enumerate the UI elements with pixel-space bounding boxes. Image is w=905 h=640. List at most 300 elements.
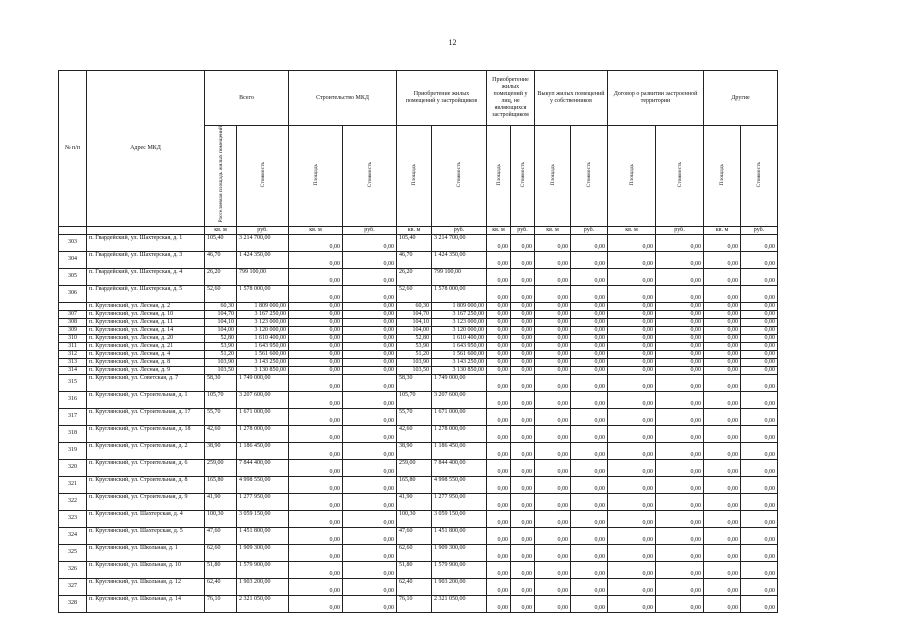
row-construction-cost: 0,00 (343, 391, 397, 408)
row-development-area: 0,00 (608, 544, 656, 561)
row-total-area: 104,10 (205, 318, 237, 326)
row-construction-cost: 0,00 (343, 366, 397, 374)
row-buyout-cost: 0,00 (571, 442, 608, 459)
row-construction-area: 0,00 (289, 318, 343, 326)
row-other-cost: 0,00 (741, 544, 778, 561)
row-other-area: 0,00 (704, 561, 741, 578)
row-other-cost: 0,00 (741, 268, 778, 285)
header-group-developers: Приобретение жилых помещений у застройщиков (397, 71, 487, 126)
row-developer-area: 104,10 (397, 318, 432, 326)
row-other-cost: 0,00 (741, 334, 778, 342)
row-total-area: 165,80 (205, 476, 237, 493)
row-total-cost: 4 998 550,00 (237, 476, 289, 493)
row-number: 326 (59, 561, 87, 578)
row-construction-cost: 0,00 (343, 578, 397, 595)
row-construction-cost: 0,00 (343, 527, 397, 544)
row-developer-cost: 4 998 550,00 (432, 476, 487, 493)
row-buyout-area: 0,00 (535, 510, 571, 527)
row-address: п. Круглянский, ул. Строительная, д. 1 (87, 391, 205, 408)
subheader-cost: Стоимость (571, 126, 608, 227)
row-buyout-area: 0,00 (535, 366, 571, 374)
table-row (59, 234, 778, 251)
row-nondev-cost: 0,00 (511, 391, 535, 408)
row-construction-area: 0,00 (289, 391, 343, 408)
header-group-development: Договор о развитии застроенной территории (608, 71, 704, 126)
row-address: п. Круглянский, ул. Строительная, д. 6 (87, 459, 205, 476)
row-development-cost: 0,00 (656, 334, 704, 342)
row-number (59, 302, 87, 310)
row-construction-cost: 0,00 (343, 234, 397, 251)
row-buyout-cost: 0,00 (571, 374, 608, 391)
row-address: п. Круглянский, ул. Школьная, д. 10 (87, 561, 205, 578)
row-nondev-cost: 0,00 (511, 366, 535, 374)
row-construction-area: 0,00 (289, 493, 343, 510)
row-buyout-area: 0,00 (535, 374, 571, 391)
row-number: 311 (59, 342, 87, 350)
row-number: 322 (59, 493, 87, 510)
row-developer-area: 55,70 (397, 408, 432, 425)
row-development-area: 0,00 (608, 358, 656, 366)
row-development-area: 0,00 (608, 442, 656, 459)
row-total-cost: 1 424 350,00 (237, 251, 289, 268)
row-total-area: 103,90 (205, 358, 237, 366)
row-address: п. Круглянский, ул. Лесная, д. 11 (87, 318, 205, 326)
row-developer-cost: 1 579 900,00 (432, 561, 487, 578)
row-developer-area: 52,60 (397, 285, 432, 302)
table-row (59, 493, 778, 510)
row-total-cost: 3 130 850,00 (237, 366, 289, 374)
table-row (59, 425, 778, 442)
row-nondev-area: 0,00 (487, 358, 511, 366)
row-number: 307 (59, 310, 87, 318)
row-other-cost: 0,00 (741, 595, 778, 612)
row-development-area: 0,00 (608, 476, 656, 493)
table-row (59, 544, 778, 561)
unit-cost: руб. (237, 226, 289, 234)
row-nondev-area: 0,00 (487, 285, 511, 302)
header-group-non-developers: Приобретение жилых помещений у лиц, не являющихся застройщиком (487, 71, 535, 126)
row-other-cost: 0,00 (741, 391, 778, 408)
row-construction-cost: 0,00 (343, 326, 397, 334)
row-total-area: 47,60 (205, 527, 237, 544)
table-row (59, 459, 778, 476)
row-nondev-area: 0,00 (487, 350, 511, 358)
row-developer-cost: 3 143 250,00 (432, 358, 487, 366)
row-development-area: 0,00 (608, 561, 656, 578)
row-number: 327 (59, 578, 87, 595)
row-development-area: 0,00 (608, 285, 656, 302)
row-buyout-area: 0,00 (535, 318, 571, 326)
row-total-cost: 3 214 700,00 (237, 234, 289, 251)
row-construction-cost: 0,00 (343, 493, 397, 510)
row-construction-area: 0,00 (289, 561, 343, 578)
row-construction-cost: 0,00 (343, 251, 397, 268)
row-number: 315 (59, 374, 87, 391)
row-construction-area: 0,00 (289, 350, 343, 358)
row-other-cost: 0,00 (741, 326, 778, 334)
subheader-cost: Стоимость (511, 126, 535, 227)
row-other-cost: 0,00 (741, 350, 778, 358)
row-construction-area: 0,00 (289, 578, 343, 595)
table-row (59, 595, 778, 612)
row-developer-cost: 3 130 850,00 (432, 366, 487, 374)
row-buyout-area: 0,00 (535, 527, 571, 544)
row-developer-area: 51,80 (397, 561, 432, 578)
row-nondev-cost: 0,00 (511, 476, 535, 493)
row-total-area: 259,00 (205, 459, 237, 476)
row-total-cost: 1 451 800,00 (237, 527, 289, 544)
row-address: п. Гвардейский, ул. Шахтерская, д. 1 (87, 234, 205, 251)
row-developer-area: 62,40 (397, 578, 432, 595)
row-nondev-cost: 0,00 (511, 527, 535, 544)
row-buyout-area: 0,00 (535, 234, 571, 251)
row-number: 321 (59, 476, 87, 493)
row-construction-area: 0,00 (289, 326, 343, 334)
row-buyout-cost: 0,00 (571, 391, 608, 408)
row-nondev-area: 0,00 (487, 342, 511, 350)
row-other-area: 0,00 (704, 268, 741, 285)
row-development-area: 0,00 (608, 366, 656, 374)
row-other-area: 0,00 (704, 595, 741, 612)
row-developer-area: 51,20 (397, 350, 432, 358)
row-total-area: 51,20 (205, 350, 237, 358)
row-other-area: 0,00 (704, 326, 741, 334)
row-buyout-cost: 0,00 (571, 234, 608, 251)
row-nondev-area: 0,00 (487, 366, 511, 374)
row-construction-area: 0,00 (289, 459, 343, 476)
row-nondev-cost: 0,00 (511, 510, 535, 527)
row-total-cost: 1 278 000,00 (237, 425, 289, 442)
row-developer-cost: 3 120 000,00 (432, 326, 487, 334)
row-total-area: 104,00 (205, 326, 237, 334)
row-other-cost: 0,00 (741, 493, 778, 510)
unit-area: кв. м (487, 226, 511, 234)
row-construction-cost: 0,00 (343, 510, 397, 527)
row-developer-cost: 2 321 050,00 (432, 595, 487, 612)
row-buyout-cost: 0,00 (571, 493, 608, 510)
unit-area: кв. м (535, 226, 571, 234)
row-number: 323 (59, 510, 87, 527)
row-development-area: 0,00 (608, 268, 656, 285)
row-total-area: 104,70 (205, 310, 237, 318)
row-development-cost: 0,00 (656, 302, 704, 310)
row-total-cost: 2 321 050,00 (237, 595, 289, 612)
row-construction-cost: 0,00 (343, 318, 397, 326)
unit-cost: руб. (741, 226, 778, 234)
row-address: п. Гвардейский, ул. Шахтерская, д. 4 (87, 268, 205, 285)
row-development-area: 0,00 (608, 342, 656, 350)
subheader-cost: Стоимость (343, 126, 397, 227)
row-development-cost: 0,00 (656, 285, 704, 302)
row-development-cost: 0,00 (656, 510, 704, 527)
row-total-area: 103,50 (205, 366, 237, 374)
unit-cost: руб. (432, 226, 487, 234)
row-total-area: 52,80 (205, 334, 237, 342)
row-nondev-area: 0,00 (487, 334, 511, 342)
header-group-other: Другие (704, 71, 778, 126)
row-buyout-area: 0,00 (535, 442, 571, 459)
row-construction-cost: 0,00 (343, 358, 397, 366)
row-nondev-cost: 0,00 (511, 302, 535, 310)
row-buyout-cost: 0,00 (571, 510, 608, 527)
row-development-area: 0,00 (608, 510, 656, 527)
row-development-area: 0,00 (608, 318, 656, 326)
row-other-cost: 0,00 (741, 476, 778, 493)
row-number: 305 (59, 268, 87, 285)
row-construction-area: 0,00 (289, 408, 343, 425)
row-total-cost: 1 277 950,00 (237, 493, 289, 510)
row-other-area: 0,00 (704, 234, 741, 251)
row-nondev-area: 0,00 (487, 234, 511, 251)
row-construction-area: 0,00 (289, 285, 343, 302)
row-developer-area: 46,70 (397, 251, 432, 268)
row-nondev-area: 0,00 (487, 268, 511, 285)
row-buyout-area: 0,00 (535, 578, 571, 595)
row-nondev-area: 0,00 (487, 408, 511, 425)
row-construction-cost: 0,00 (343, 342, 397, 350)
table-row (59, 251, 778, 268)
row-other-area: 0,00 (704, 302, 741, 310)
header-num: № п/п (59, 71, 87, 227)
row-developer-area: 26,20 (397, 268, 432, 285)
row-total-cost: 1 903 200,00 (237, 578, 289, 595)
row-development-area: 0,00 (608, 493, 656, 510)
row-number: 328 (59, 595, 87, 612)
row-other-area: 0,00 (704, 374, 741, 391)
row-total-cost: 1 643 950,00 (237, 342, 289, 350)
row-developer-cost: 1 671 000,00 (432, 408, 487, 425)
row-development-cost: 0,00 (656, 358, 704, 366)
table-row (59, 391, 778, 408)
row-development-area: 0,00 (608, 391, 656, 408)
row-buyout-area: 0,00 (535, 476, 571, 493)
row-number: 320 (59, 459, 87, 476)
subheader-area: Площадь (487, 126, 511, 227)
row-development-area: 0,00 (608, 251, 656, 268)
unit-area: кв. м (289, 226, 343, 234)
row-development-cost: 0,00 (656, 251, 704, 268)
row-total-area: 55,70 (205, 408, 237, 425)
row-buyout-area: 0,00 (535, 493, 571, 510)
row-address: п. Круглянский, ул. Строительная, д. 8 (87, 476, 205, 493)
row-address: п. Круглянский, ул. Лесная, д. 2 (87, 302, 205, 310)
table-row (59, 326, 778, 334)
row-developer-area: 104,00 (397, 326, 432, 334)
table-row (59, 318, 778, 326)
table-row (59, 366, 778, 374)
unit-cell (59, 226, 87, 234)
row-development-area: 0,00 (608, 408, 656, 425)
row-construction-area: 0,00 (289, 310, 343, 318)
row-construction-cost: 0,00 (343, 459, 397, 476)
row-construction-area: 0,00 (289, 358, 343, 366)
row-buyout-area: 0,00 (535, 350, 571, 358)
row-nondev-cost: 0,00 (511, 459, 535, 476)
row-developer-area: 259,00 (397, 459, 432, 476)
row-buyout-area: 0,00 (535, 310, 571, 318)
row-construction-cost: 0,00 (343, 476, 397, 493)
row-nondev-cost: 0,00 (511, 342, 535, 350)
row-developer-area: 53,90 (397, 342, 432, 350)
row-buyout-area: 0,00 (535, 251, 571, 268)
row-total-cost: 3 143 250,00 (237, 358, 289, 366)
row-total-cost: 3 059 150,00 (237, 510, 289, 527)
row-total-cost: 1 909 300,00 (237, 544, 289, 561)
row-number: 308 (59, 318, 87, 326)
unit-area: кв. м (704, 226, 741, 234)
subheader-area: Площадь (289, 126, 343, 227)
row-construction-cost: 0,00 (343, 268, 397, 285)
row-buyout-area: 0,00 (535, 342, 571, 350)
row-development-area: 0,00 (608, 459, 656, 476)
row-other-cost: 0,00 (741, 285, 778, 302)
table-row (59, 334, 778, 342)
row-total-area: 51,80 (205, 561, 237, 578)
row-development-area: 0,00 (608, 334, 656, 342)
row-construction-cost: 0,00 (343, 310, 397, 318)
row-number: 313 (59, 358, 87, 366)
row-development-cost: 0,00 (656, 326, 704, 334)
row-developer-area: 42,60 (397, 425, 432, 442)
row-construction-cost: 0,00 (343, 302, 397, 310)
row-developer-cost: 1 643 950,00 (432, 342, 487, 350)
row-other-area: 0,00 (704, 578, 741, 595)
row-development-cost: 0,00 (656, 561, 704, 578)
row-other-area: 0,00 (704, 510, 741, 527)
row-construction-area: 0,00 (289, 425, 343, 442)
row-development-cost: 0,00 (656, 493, 704, 510)
row-total-area: 42,60 (205, 425, 237, 442)
row-development-area: 0,00 (608, 310, 656, 318)
row-address: п. Круглянский, ул. Лесная, д. 4 (87, 350, 205, 358)
header-address: Адрес МКД (87, 71, 205, 227)
row-development-cost: 0,00 (656, 310, 704, 318)
row-nondev-area: 0,00 (487, 544, 511, 561)
unit-cell (87, 226, 205, 234)
table-body (59, 234, 778, 612)
row-developer-cost: 1 809 000,00 (432, 302, 487, 310)
row-developer-cost: 1 578 000,00 (432, 285, 487, 302)
subheader-cost: Стоимость (741, 126, 778, 227)
row-address: п. Круглянский, ул. Школьная, д. 14 (87, 595, 205, 612)
row-developer-cost: 3 123 000,00 (432, 318, 487, 326)
row-nondev-cost: 0,00 (511, 326, 535, 334)
table-row (59, 476, 778, 493)
row-nondev-area: 0,00 (487, 459, 511, 476)
row-address: п. Круглянский, ул. Лесная, д. 9 (87, 366, 205, 374)
row-nondev-area: 0,00 (487, 493, 511, 510)
row-nondev-cost: 0,00 (511, 334, 535, 342)
row-construction-cost: 0,00 (343, 334, 397, 342)
subheader-cost: Стоимость (432, 126, 487, 227)
row-other-area: 0,00 (704, 350, 741, 358)
row-developer-area: 41,90 (397, 493, 432, 510)
row-developer-cost: 1 277 950,00 (432, 493, 487, 510)
row-developer-area: 62,60 (397, 544, 432, 561)
row-total-area: 58,30 (205, 374, 237, 391)
row-other-cost: 0,00 (741, 318, 778, 326)
row-development-cost: 0,00 (656, 318, 704, 326)
table-row (59, 408, 778, 425)
row-developer-area: 52,80 (397, 334, 432, 342)
row-other-area: 0,00 (704, 358, 741, 366)
row-development-cost: 0,00 (656, 234, 704, 251)
row-buyout-cost: 0,00 (571, 544, 608, 561)
row-nondev-cost: 0,00 (511, 358, 535, 366)
row-buyout-cost: 0,00 (571, 326, 608, 334)
row-buyout-cost: 0,00 (571, 251, 608, 268)
row-nondev-area: 0,00 (487, 391, 511, 408)
row-other-cost: 0,00 (741, 442, 778, 459)
row-total-area: 105,70 (205, 391, 237, 408)
row-construction-area: 0,00 (289, 442, 343, 459)
unit-cost: руб. (343, 226, 397, 234)
row-address: п. Круглянский, ул. Строительная, д. 18 (87, 425, 205, 442)
row-construction-cost: 0,00 (343, 350, 397, 358)
row-total-cost: 3 123 000,00 (237, 318, 289, 326)
row-other-area: 0,00 (704, 342, 741, 350)
row-nondev-cost: 0,00 (511, 578, 535, 595)
row-buyout-cost: 0,00 (571, 310, 608, 318)
row-number: 310 (59, 334, 87, 342)
row-construction-cost: 0,00 (343, 285, 397, 302)
row-development-area: 0,00 (608, 527, 656, 544)
row-developer-cost: 1 561 600,00 (432, 350, 487, 358)
table-row (59, 527, 778, 544)
row-construction-area: 0,00 (289, 595, 343, 612)
table-row (59, 510, 778, 527)
table-row (59, 342, 778, 350)
row-nondev-cost: 0,00 (511, 285, 535, 302)
row-construction-area: 0,00 (289, 234, 343, 251)
row-construction-cost: 0,00 (343, 408, 397, 425)
row-other-cost: 0,00 (741, 578, 778, 595)
row-developer-cost: 3 059 150,00 (432, 510, 487, 527)
row-total-area: 60,30 (205, 302, 237, 310)
row-other-cost: 0,00 (741, 302, 778, 310)
row-development-cost: 0,00 (656, 350, 704, 358)
row-nondev-cost: 0,00 (511, 442, 535, 459)
row-nondev-cost: 0,00 (511, 493, 535, 510)
table-row (59, 310, 778, 318)
row-developer-cost: 1 749 000,00 (432, 374, 487, 391)
row-buyout-area: 0,00 (535, 268, 571, 285)
table-row (59, 302, 778, 310)
row-nondev-area: 0,00 (487, 425, 511, 442)
row-development-cost: 0,00 (656, 391, 704, 408)
row-total-area: 100,30 (205, 510, 237, 527)
row-other-cost: 0,00 (741, 358, 778, 366)
row-nondev-cost: 0,00 (511, 350, 535, 358)
row-address: п. Круглянский, ул. Лесная, д. 14 (87, 326, 205, 334)
row-address: п. Круглянский, ул. Школьная, д. 1 (87, 544, 205, 561)
row-developer-cost: 3 214 700,00 (432, 234, 487, 251)
unit-area: кв. м (397, 226, 432, 234)
row-number: 312 (59, 350, 87, 358)
row-developer-cost: 799 100,00 (432, 268, 487, 285)
row-nondev-area: 0,00 (487, 326, 511, 334)
row-development-area: 0,00 (608, 350, 656, 358)
row-buyout-cost: 0,00 (571, 302, 608, 310)
row-development-cost: 0,00 (656, 374, 704, 391)
row-other-cost: 0,00 (741, 561, 778, 578)
row-total-area: 53,90 (205, 342, 237, 350)
row-other-cost: 0,00 (741, 234, 778, 251)
row-buyout-cost: 0,00 (571, 285, 608, 302)
row-developer-cost: 3 167 250,00 (432, 310, 487, 318)
row-other-area: 0,00 (704, 334, 741, 342)
row-other-cost: 0,00 (741, 425, 778, 442)
